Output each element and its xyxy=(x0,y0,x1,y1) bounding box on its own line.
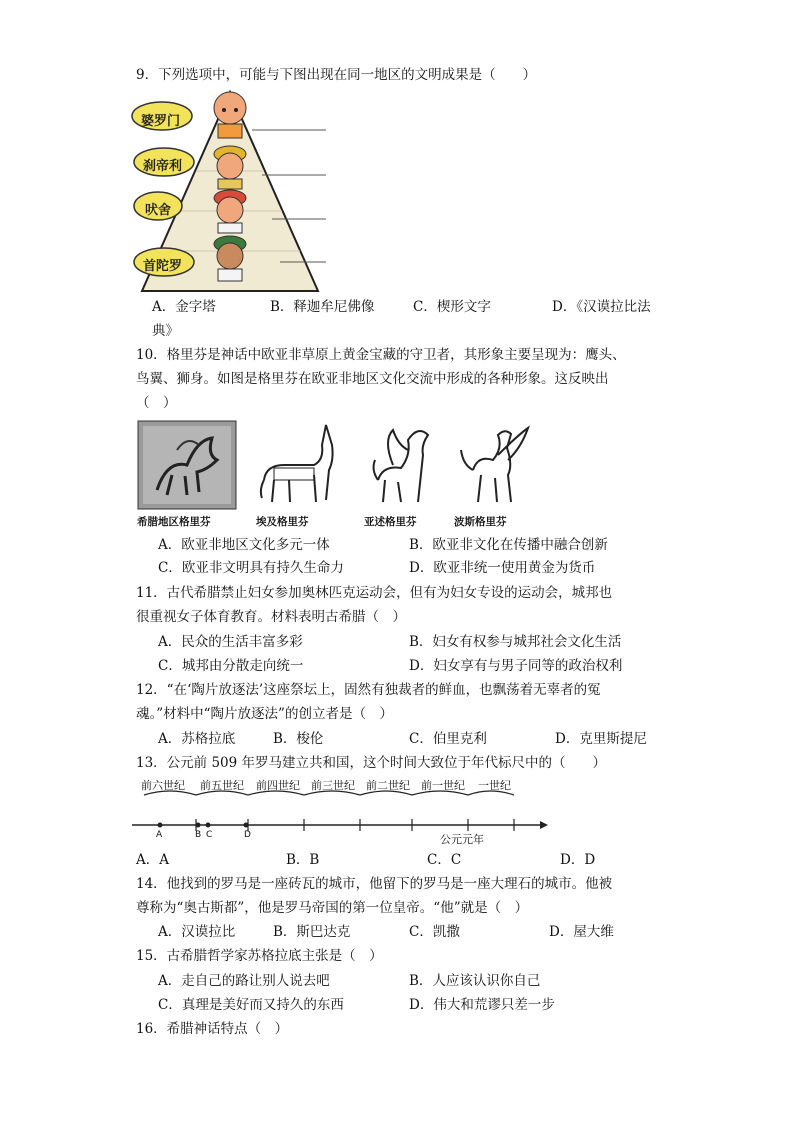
q14-option-a[interactable]: A．汉谟拉比 xyxy=(158,924,236,940)
caste-label-vaishya: 吠舍 xyxy=(145,203,172,218)
q15-option-a[interactable]: A．走自己的路让别人说去吧 xyxy=(158,973,330,989)
griffin-persia-image xyxy=(453,420,533,510)
caption-assyria-griffin: 亚述格里芬 xyxy=(364,516,417,528)
q10-stem-line1: 10．格里芬是神话中欧亚非草原上黄金宝藏的守卫者，其形象主要呈现为：鹰头、 xyxy=(136,347,626,363)
timeline-point-c: C xyxy=(206,830,213,840)
timeline-point-d: D xyxy=(244,830,251,840)
q11-stem-line2: 很重视女子体育教育。材料表明古希腊（ ） xyxy=(136,609,406,625)
q10-option-d[interactable]: D．欧亚非统一使用黄金为货币 xyxy=(409,560,596,576)
q15-stem: 15．古希腊哲学家苏格拉底主张是（ ） xyxy=(136,948,383,964)
caste-label-shudra: 首陀罗 xyxy=(143,259,183,274)
q10-stem-line2: 鸟翼、狮身。如图是格里芬在欧亚非地区文化交流中形成的各种形象。这反映出 xyxy=(136,371,609,387)
q13-stem: 13．公元前 509 年罗马建立共和国，这个时间大致位于年代标尺中的（ ） xyxy=(136,755,607,771)
q9-option-b[interactable]: B．释迦牟尼佛像 xyxy=(270,299,375,315)
q15-option-b[interactable]: B．人应该认识你自己 xyxy=(409,973,541,989)
timeline-century-5: 前二世纪 xyxy=(366,779,410,792)
q11-stem-line1: 11．古代希腊禁止妇女参加奥林匹克运动会，但有为妇女专设的运动会，城邦也 xyxy=(136,585,613,601)
caption-egypt-griffin: 埃及格里芬 xyxy=(256,516,309,528)
q12-option-d[interactable]: D．克里斯提尼 xyxy=(555,731,647,747)
timeline-century-4: 前三世纪 xyxy=(311,779,355,792)
q14-stem-line2: 尊称为“奥古斯都”，他是罗马帝国的第一位皇帝。“他”就是（ ） xyxy=(136,900,529,916)
timeline-century-6: 前一世纪 xyxy=(421,779,465,792)
q9-option-d[interactable]: D．《汉谟拉比法 xyxy=(552,299,651,315)
caption-persia-griffin: 波斯格里芬 xyxy=(454,516,507,528)
griffin-assyria-image xyxy=(363,420,443,510)
q13-option-d[interactable]: D．D xyxy=(560,852,596,868)
q9-option-d-cont: 典》 xyxy=(152,323,179,339)
q13-option-c[interactable]: C．C xyxy=(427,852,462,868)
q12-stem-line2: 魂。”材料中“陶片放逐法”的创立者是（ ） xyxy=(136,706,393,722)
q12-option-c[interactable]: C．伯里克利 xyxy=(409,731,487,747)
q14-option-b[interactable]: B．斯巴达克 xyxy=(273,924,351,940)
q10-option-a[interactable]: A．欧亚非地区文化多元一体 xyxy=(158,537,330,553)
q11-option-c[interactable]: C．城邦由分散走向统一 xyxy=(158,658,304,674)
q12-option-b[interactable]: B．梭伦 xyxy=(273,731,324,747)
q16-stem: 16．希腊神话特点（ ） xyxy=(136,1021,289,1037)
timeline-century-1: 前六世纪 xyxy=(141,779,185,792)
q15-option-d[interactable]: D．伟大和荒谬只差一步 xyxy=(409,997,555,1013)
q10-option-c[interactable]: C．欧亚非文明具有持久生命力 xyxy=(158,560,344,576)
q14-option-c[interactable]: C．凯撒 xyxy=(409,924,460,940)
timeline-century-2: 前五世纪 xyxy=(200,779,244,792)
q9-option-c[interactable]: C．楔形文字 xyxy=(413,299,491,315)
caste-label-kshatriya: 刹帝利 xyxy=(143,159,183,174)
timeline-era-label: 公元元年 xyxy=(440,833,484,846)
q11-option-d[interactable]: D．妇女享有与男子同等的政治权利 xyxy=(409,658,623,674)
q12-option-a[interactable]: A．苏格拉底 xyxy=(158,731,236,747)
timeline-century-3: 前四世纪 xyxy=(256,779,300,792)
q9-option-a[interactable]: A．金字塔 xyxy=(152,299,216,315)
timeline-point-a: A xyxy=(156,830,163,840)
q10-stem-line3: （ ） xyxy=(136,395,177,411)
q13-option-b[interactable]: B．B xyxy=(286,852,320,868)
q11-option-a[interactable]: A．民众的生活丰富多彩 xyxy=(158,634,303,650)
q10-option-b[interactable]: B．欧亚非文化在传播中融合创新 xyxy=(409,537,608,553)
q13-option-a[interactable]: A．A xyxy=(136,852,169,868)
caption-greek-griffin: 希腊地区格里芬 xyxy=(137,516,211,528)
q11-option-b[interactable]: B．妇女有权参与城邦社会文化生活 xyxy=(409,634,622,650)
timeline-century-7: 一世纪 xyxy=(478,779,511,792)
q15-option-c[interactable]: C．真理是美好而又持久的东西 xyxy=(158,997,344,1013)
caste-label-brahmin: 婆罗门 xyxy=(141,114,181,129)
timeline-point-b: B xyxy=(195,830,202,840)
q14-option-d[interactable]: D．屋大维 xyxy=(549,924,614,940)
q14-stem-line1: 14．他找到的罗马是一座砖瓦的城市，他留下的罗马是一座大理石的城市。他被 xyxy=(136,876,613,892)
q12-stem-line1: 12．“在‘陶片放逐法’这座祭坛上，固然有独裁者的鲜血，也飘荡着无辜者的冤 xyxy=(136,682,601,698)
griffin-egypt-image xyxy=(254,420,344,510)
q9-stem: 9．下列选项中，可能与下图出现在同一地区的文明成果是（ ） xyxy=(136,67,537,83)
griffin-greek-image xyxy=(137,420,237,510)
